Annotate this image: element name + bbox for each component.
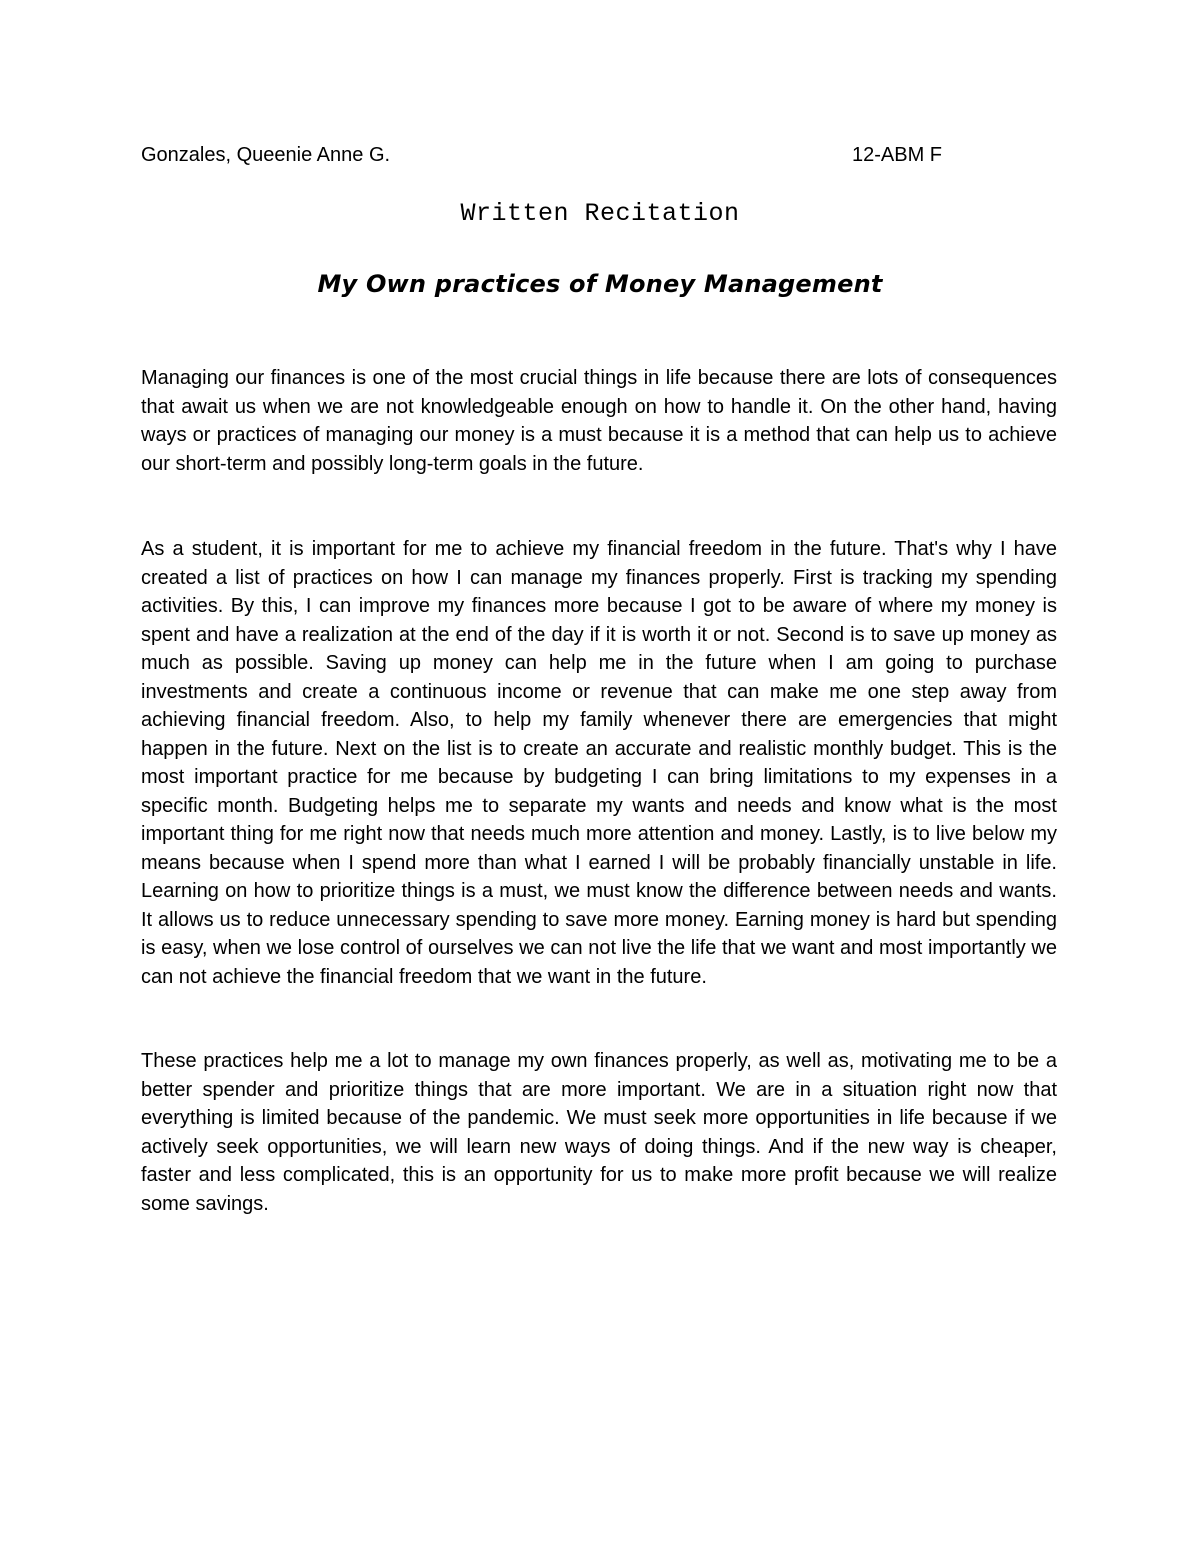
class-section: 12-ABM F [852,144,943,166]
document-title: My Own practices of Money Management [317,270,883,298]
student-name: Gonzales, Queenie Anne G. [141,144,391,166]
paragraph-3: These practices help me a lot to manage my own finances properly, as well as, motivating me to be a better spender and prioritize things that are more important. We are in a situation right now that everything is limited because of the pandemic. We must seek more opportunities in life because if we actively seek opportunities, we will learn new ways of doing things. And if the new way is cheaper, faster and less complicated, this is an opportunity for us to make more profit because we will realize some savings. [141,1050,1057,1215]
document-subtitle: Written Recitation [460,199,740,228]
paragraph-1: Managing our finances is one of the most crucial things in life because there are lots of consequences that await us when we are not knowledgeable enough on how to handle it. On the other hand, having ways or practices of managing our money is a must because it is a method that can help us to achieve our short-term and possibly long-term goals in the future. [141,367,1057,475]
paragraph-2: As a student, it is important for me to achieve my financial freedom in the future. That's why I have created a list of practices on how I can manage my finances properly. First is tracking my spending activities. By this, I can improve my finances more because I got to be aware of where my money is spent and have a realization at the end of the day if it is worth it or not. Second is to save up money as much as possible. Saving up money can help me in the future when I am going to purchase investments and create a continuous income or revenue that can make me one step away from achieving financial freedom. Also, to help my family whenever there are emergencies that might happen in the future. Next on the list is to create an accurate and realistic monthly budget. This is the most important practice for me because by budgeting I can bring limitations to my expenses in a specific month. Budgeting helps me to separate my wants and needs and know what is the most important thing for me right now that needs much more attention and money. Lastly, is to live below my means because when I spend more than what I earned I will be probably financially unstable in life. Learning on how to prioritize things is a must, we must know the difference between needs and wants. It allows us to reduce unnecessary spending to save more money. Earning money is hard but spending is easy, when we lose control of ourselves we can not live the life that we want and most importantly we can not achieve the financial freedom that we want in the future. [141,538,1057,988]
document-header [141,140,1057,170]
